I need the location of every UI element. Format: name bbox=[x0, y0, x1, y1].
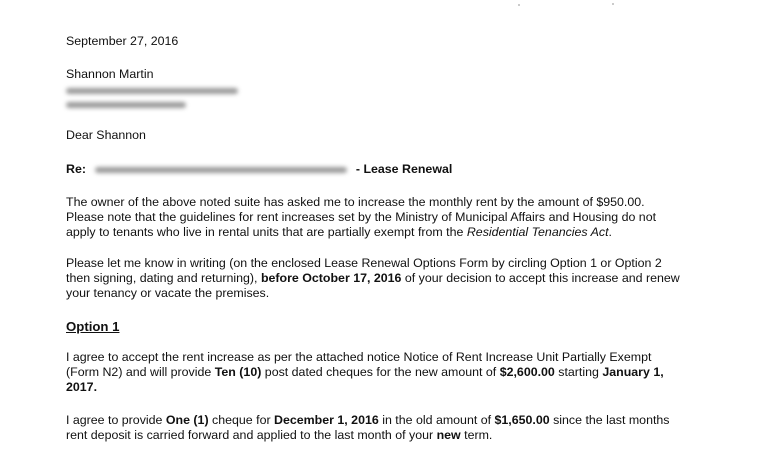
act-name: Residential Tenancies Act bbox=[466, 225, 609, 239]
scan-speck bbox=[518, 4, 520, 6]
paragraph-4-line-2 bbox=[66, 428, 492, 443]
p4-text: term. bbox=[464, 428, 493, 442]
paragraph-1-line-1: The owner of the above noted suite has asked me to increase the monthly rent by the amount of $950.00. bbox=[66, 195, 645, 209]
start-date: January 1, bbox=[602, 365, 664, 379]
paragraph-2-line-3: your tenancy or vacate the premises. bbox=[66, 286, 270, 300]
recipient-city-redacted bbox=[66, 97, 186, 112]
p3-text: (Form N2) and will provide bbox=[66, 365, 212, 379]
new-term-word: new bbox=[436, 428, 461, 442]
p2-text: then signing, dating and returning), bbox=[66, 271, 258, 285]
option-1-heading: Option 1 bbox=[66, 319, 120, 334]
paragraph-1-line-3 bbox=[66, 225, 612, 240]
p4-text: cheque for bbox=[212, 413, 271, 427]
re-subject: - Lease Renewal bbox=[355, 162, 453, 176]
old-rent-amount: $1,650.00 bbox=[494, 413, 550, 427]
paragraph-2-line-2 bbox=[66, 271, 680, 286]
p4-text: I agree to provide bbox=[66, 413, 163, 427]
p1-text: apply to tenants who live in rental units that are partially exempt from the bbox=[66, 225, 464, 239]
scan-speck bbox=[612, 3, 614, 5]
old-cheque-count: One (1) bbox=[165, 413, 209, 427]
p4-text: in the old amount of bbox=[382, 413, 492, 427]
recipient-name: Shannon Martin bbox=[66, 67, 154, 81]
re-label: Re: bbox=[66, 162, 86, 176]
recipient-address-redacted bbox=[66, 83, 238, 98]
p4-text: since the last months bbox=[553, 413, 670, 427]
p2-text: of your decision to accept this increase and renew bbox=[404, 271, 680, 285]
re-line bbox=[66, 162, 452, 177]
old-cheque-date: December 1, 2016 bbox=[274, 413, 379, 427]
new-rent-amount: $2,600.00 bbox=[499, 365, 555, 379]
paragraph-3-line-3: 2017. bbox=[66, 380, 98, 394]
p3-text: starting bbox=[558, 365, 599, 379]
p3-text: post dated cheques for the new amount of bbox=[264, 365, 497, 379]
redaction-blur bbox=[66, 88, 238, 94]
paragraph-4-line-1 bbox=[66, 413, 670, 428]
p4-text: rent deposit is carried forward and applied to the last month of your bbox=[66, 428, 434, 442]
letter-date: September 27, 2016 bbox=[66, 34, 179, 48]
p1-period: . bbox=[608, 225, 612, 239]
paragraph-2-line-1: Please let me know in writing (on the enclosed Lease Renewal Options Form by circling Option 1 or Option 2 bbox=[66, 256, 662, 270]
re-address-redacted bbox=[95, 167, 347, 173]
deadline-date: before October 17, 2016 bbox=[260, 271, 402, 285]
paragraph-3-line-1: I agree to accept the rent increase as per the attached notice Notice of Rent Increase Unit Partially Exempt bbox=[66, 350, 652, 364]
redaction-blur bbox=[66, 102, 186, 108]
paragraph-3-line-2 bbox=[66, 365, 664, 380]
salutation: Dear Shannon bbox=[66, 128, 146, 142]
paragraph-1-line-2: Please note that the guidelines for rent increases set by the Ministry of Municipal Affairs and Housing do not bbox=[66, 210, 657, 224]
cheque-count: Ten (10) bbox=[214, 365, 262, 379]
